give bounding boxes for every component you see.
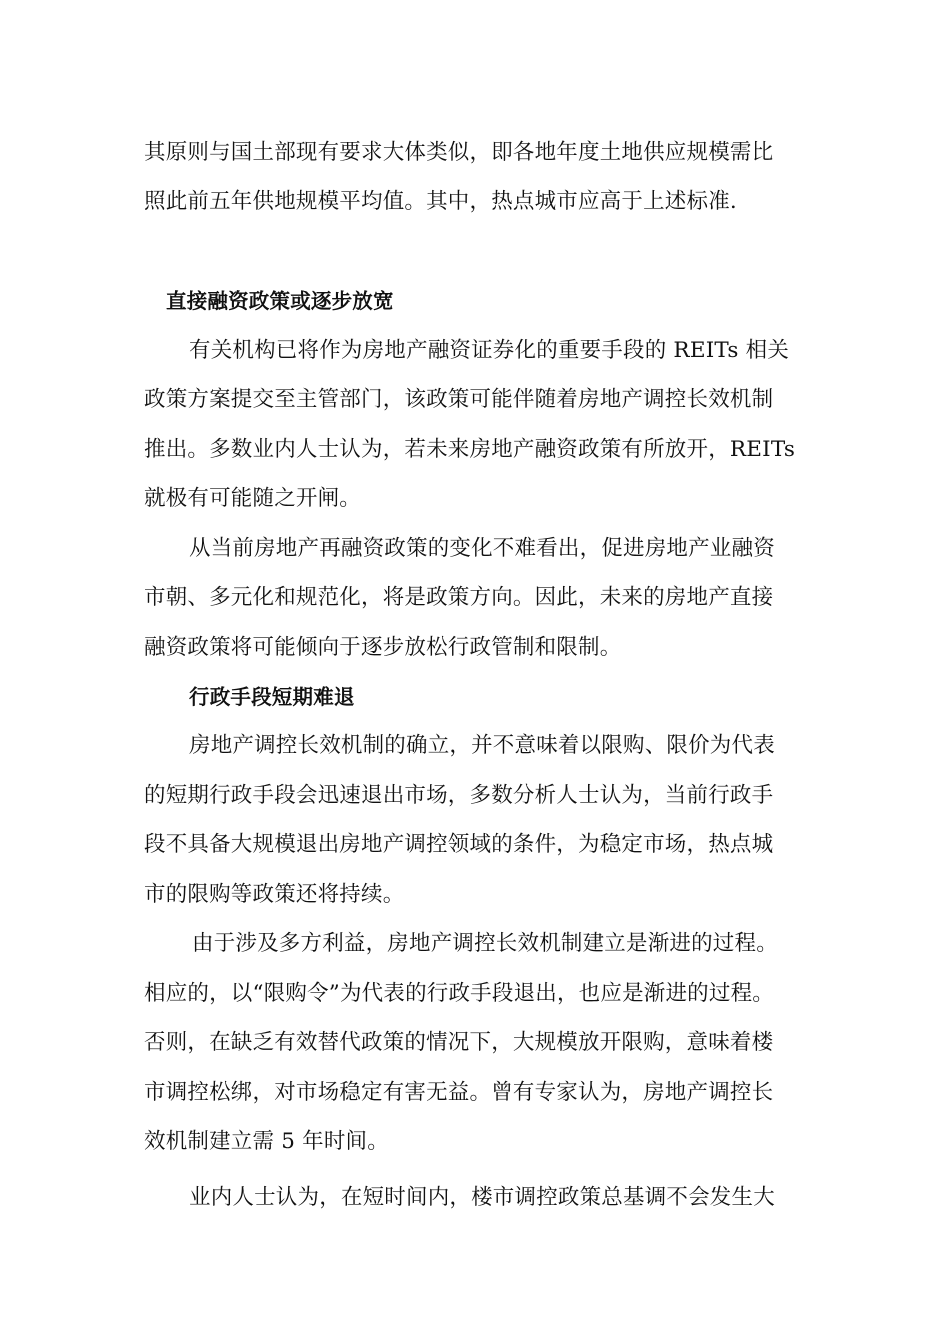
- paragraph-line: 相应的，以“限购令”为代表的行政手段退出，也应是渐进的过程。: [144, 981, 774, 1006]
- paragraph-line: 照此前五年供地规模平均值。其中，热点城市应高于上述标准.: [144, 189, 737, 214]
- section-heading: 行政手段短期难退: [189, 685, 355, 709]
- paragraph-line: 政策方案提交至主管部门，该政策可能伴随着房地产调控长效机制: [144, 387, 774, 412]
- paragraph-line: 从当前房地产再融资政策的变化不难看出，促进房地产业融资: [189, 536, 775, 561]
- paragraph-line: 有关机构已将作为房地产融资证券化的重要手段的 REITs 相关: [189, 338, 790, 363]
- paragraph-line: 市朝、多元化和规范化，将是政策方向。因此，未来的房地产直接: [144, 585, 774, 610]
- paragraph-line: 市的限购等政策还将持续。: [144, 882, 405, 907]
- paragraph-line: 由于涉及多方利益，房地产调控长效机制建立是渐进的过程。: [192, 931, 778, 956]
- paragraph-line: 市调控松绑，对市场稳定有害无益。曾有专家认为，房地产调控长: [144, 1080, 774, 1105]
- paragraph-line: 融资政策将可能倾向于逐步放松行政管制和限制。: [144, 635, 622, 660]
- paragraph-line: 段不具备大规模退出房地产调控领域的条件，为稳定市场，热点城: [144, 832, 774, 857]
- paragraph-line: 推出。多数业内人士认为，若未来房地产融资政策有所放开，REITs: [144, 437, 796, 462]
- paragraph-line: 就极有可能随之开闸。: [144, 486, 362, 511]
- paragraph-line: 否则，在缺乏有效替代政策的情况下，大规模放开限购，意味着楼: [144, 1030, 774, 1055]
- section-heading: 直接融资政策或逐步放宽: [166, 289, 394, 313]
- paragraph-line: 业内人士认为，在短时间内，楼市调控政策总基调不会发生大: [189, 1185, 775, 1210]
- paragraph-line: 效机制建立需 5 年时间。: [144, 1129, 389, 1154]
- paragraph-line: 的短期行政手段会迅速退出市场，多数分析人士认为，当前行政手: [144, 783, 774, 808]
- paragraph-line: 房地产调控长效机制的确立，并不意味着以限购、限价为代表: [189, 733, 775, 758]
- paragraph-line: 其原则与国土部现有要求大体类似，即各地年度土地供应规模需比: [144, 140, 774, 165]
